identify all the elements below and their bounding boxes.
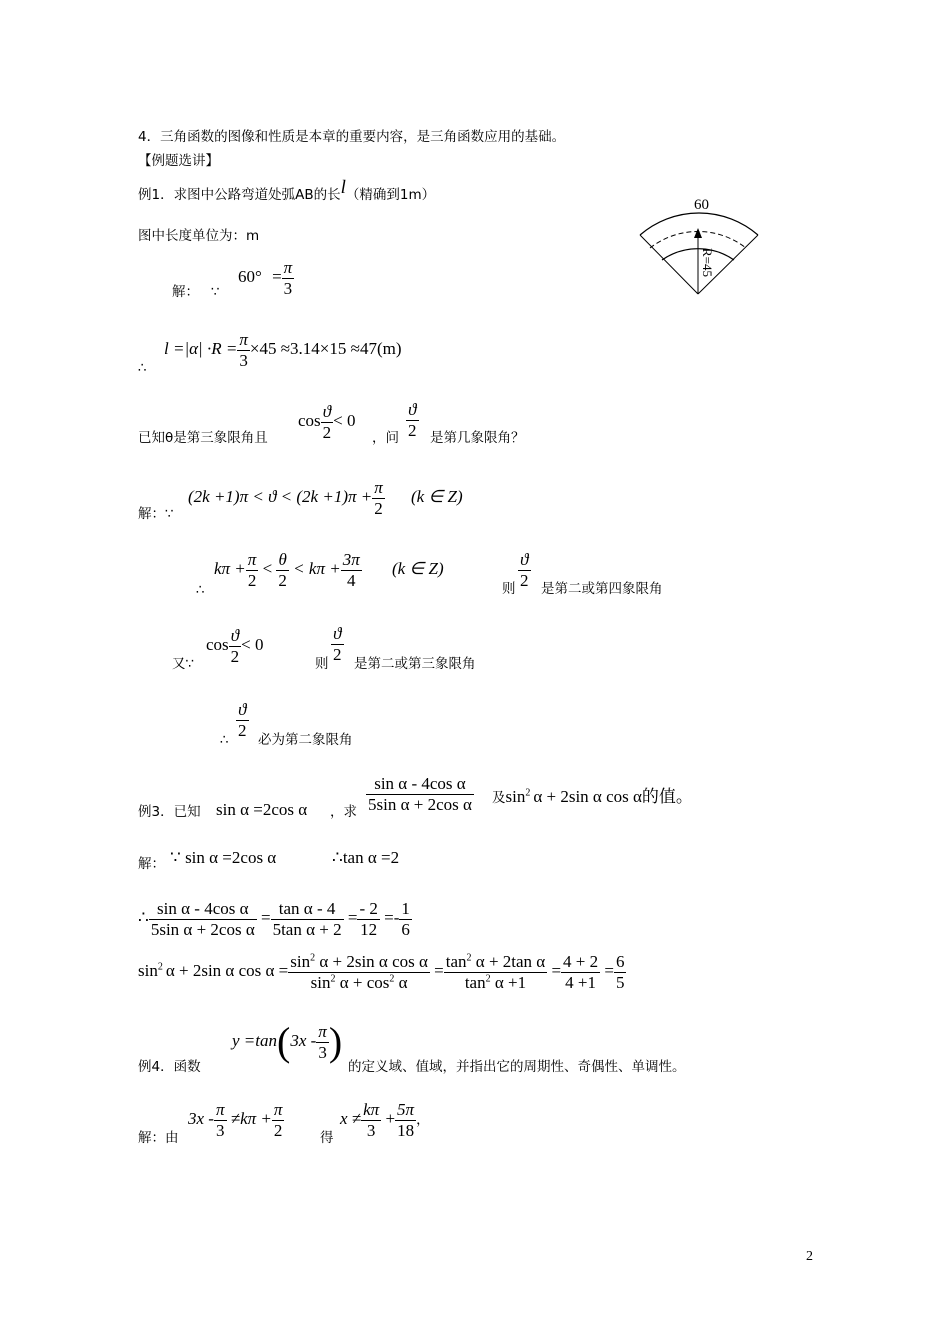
ex4-result: x ≠ $\frac{k\pi}{3}$ + $\frac{5\pi}{18}$ ， [340,1100,430,1140]
ex3-line2: $\sin^2 \alpha + 2\sin$ α cos α = $\frac{\sin^2 \alpha + 2\sin \alpha \cos \alpha}{\sin^2 \alpha + \cos^2 \alpha}$ = $\frac{\tan^2 \alpha + 2\tan \alpha}{\tan^2 \alpha +1}$ = $\frac{4 + 2}{4 +1}$ = $\frac{6}{5}$ [138,952,625,992]
ex4-suffix: 的定义域、值域，并指出它的周期性、奇偶性、单调性。 [348,1059,686,1075]
ex3-prefix: 例3．已知 [138,804,201,820]
ex2-theta-half-4: $\frac{ϑ}{2}$ [238,700,247,740]
examples-header: 【例题选讲】 [138,153,219,169]
ex3-target-fraction: $\frac{\text{sin α - 4cos α}}{\text{5sin α + 2cos α}}$ [368,774,472,814]
ex4-de: 得 [320,1130,334,1146]
ex2-therefore-1: ∴ [196,582,205,598]
ex4-prefix: 例4．函数 [138,1059,201,1075]
ex2-therefore-2: ∴ [220,732,229,748]
ex3-line1: ∴ $\frac{\text{sin α - 4cos α}}{\text{5sin α + 2cos α}}$ = $\frac{\text{tan α - 4}}{\text{5tan α + 2}}$ = $\frac{- 2}{12}$ =- $\frac{1}{6}$ [138,899,410,939]
ex2-condition: cos $\frac{ϑ}{2}$ < 0 [298,402,356,442]
ex2-cos-condition: cos $\frac{ϑ}{2}$ < 0 [206,626,264,666]
ex2-ask: ，问 [372,430,399,446]
ex1-solution-label: 解： ∵ [172,284,220,300]
ex2-theta-half-3: $\frac{ϑ}{2}$ [333,624,342,664]
figure-label-60: 60 [694,197,709,213]
ex4-condition: 3x - $\frac{\pi}{3}$ ≠kπ + $\frac{\pi}{2}$ [188,1100,283,1140]
ex2-theta-half-2: $\frac{ϑ}{2}$ [520,550,529,590]
unit-note: 图中长度单位为：m [138,228,260,244]
ex3-given: sin α =2cos α [216,800,308,819]
road-bend-figure [630,190,765,300]
figure-label-radius: R=45 [700,248,715,278]
page-number: 2 [806,1249,813,1264]
ex3-expression: 及$\sin^2 \alpha + 2\sin$ α cos α的值。 [492,787,693,806]
ex2-conclusion-2: 是第二或第三象限角 [354,656,476,672]
ex1-result: l =|α| ·R = $\frac{\pi}{3}$ ×45 ≈3.14×15 ≈47(m) [164,330,402,370]
ex1-therefore: ∴ [138,360,147,376]
ex3-ask: ，求 [330,804,357,820]
ex1-angle-eq: 60° = $\frac{\pi}{3}$ [238,258,293,298]
var-l: l [340,177,346,198]
ex4-function: y =tan(3x - $\frac{\pi}{3}$ ) [232,1019,343,1065]
ex2-conclusion-3: 必为第二象限角 [258,732,353,748]
ex2-then-2: 则 [315,656,329,672]
ex2-conclusion-1: 是第二或第四象限角 [541,581,663,597]
ex3-therefore-tan: ∴tan α =2 [332,848,400,867]
ex3-sol-label: 解： [138,856,165,872]
ex2-solution-label: 解：∵ [138,506,174,522]
example-1-question: 例1．求图中公路弯道处弧AB的长l（精确到1m） [138,177,436,203]
ex2-also: 又∵ [172,656,195,672]
ex2-theta-half: $\frac{ϑ}{2}$ [408,400,417,440]
ex2-line2: kπ + $\frac{\pi}{2}$ < $\frac{\theta}{2}$ < kπ + $\frac{3\pi}{4}$ (k ∈ Z) [214,550,444,590]
ex2-question-suffix: 是第几象限角？ [430,430,525,446]
ex3-because: ∵ sin α =2cos α [170,848,277,867]
section-4-text: 4．三角函数的图像和性质是本章的重要内容，是三角函数应用的基础。 [138,129,566,145]
ex2-line1: (2k +1)π < ϑ < (2k +1)π + $\frac{\pi}{2}$ (k ∈ Z) [188,478,463,518]
ex4-sol-prefix: 解：由 [138,1130,179,1146]
ex2-prefix: 已知θ是第三象限角且 [138,430,268,446]
ex2-then-1: 则 [502,581,516,597]
